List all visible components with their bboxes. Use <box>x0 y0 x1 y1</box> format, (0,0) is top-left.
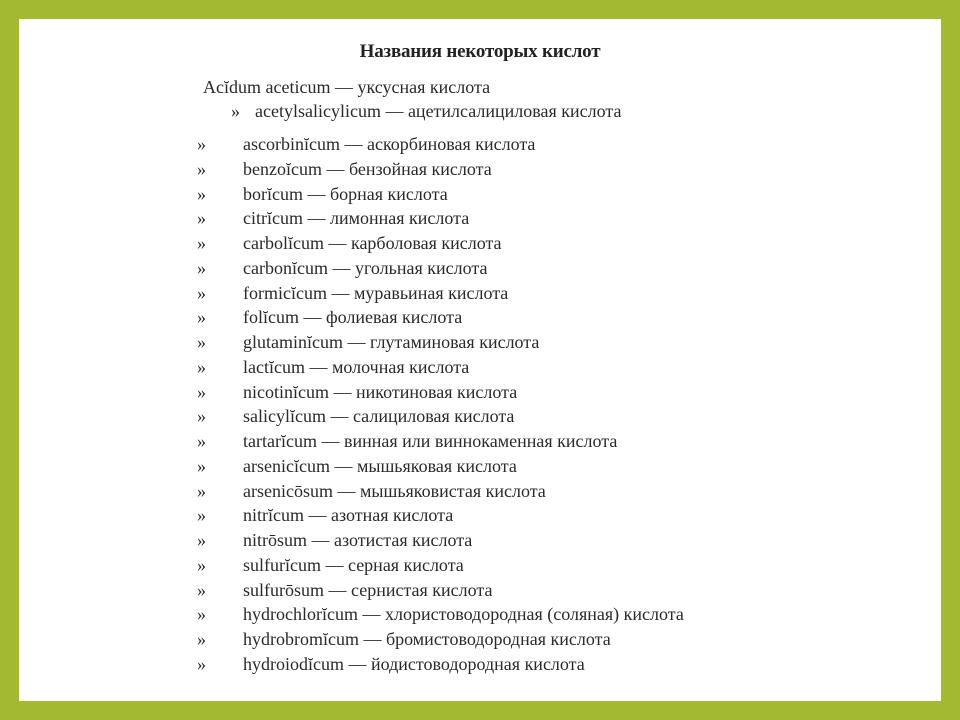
acid-term: glutaminĭcum — глутаминовая кислота <box>243 332 540 352</box>
ditto-mark: » <box>197 604 206 625</box>
acid-term: benzoĭcum — бензойная кислота <box>243 158 492 179</box>
ditto-mark: » <box>197 233 206 253</box>
acid-list-second-line <box>231 101 621 121</box>
ditto-mark: » <box>197 629 206 649</box>
acid-term: lactĭcum — молочная кислота <box>243 356 470 377</box>
ditto-mark: » <box>197 282 206 303</box>
ditto-mark: » <box>197 530 206 550</box>
acid-term: sulfurĭcum — серная кислота <box>243 554 464 575</box>
ditto-mark: » <box>231 101 240 121</box>
acid-term: salicylĭcum — салициловая кислота <box>243 406 515 427</box>
ditto-mark: » <box>197 653 206 674</box>
ditto-mark: » <box>197 579 206 600</box>
acid-term: sulfurōsum — сернистая кислота <box>243 579 493 600</box>
acid-term: acetylsalicylicum — ацетилсалициловая кислота <box>255 101 622 121</box>
ditto-mark: » <box>197 183 206 204</box>
acid-term: folĭcum — фолиевая кислота <box>243 307 463 328</box>
ditto-mark: » <box>197 307 206 328</box>
acid-list-header-line: Acĭdum aceticum — уксусная кислота <box>203 77 491 97</box>
acid-term: citrĭcum — лимонная кислота <box>243 208 470 229</box>
acid-term: ascorbinĭcum — аскорбиновая кислота <box>243 134 536 154</box>
ditto-mark: » <box>197 406 206 427</box>
acid-term: carbolĭcum — карболовая кислота <box>243 233 502 253</box>
acid-term: borĭcum — борная кислота <box>243 183 448 204</box>
ditto-mark: » <box>197 356 206 377</box>
ditto-mark: » <box>197 381 206 402</box>
ditto-mark: » <box>197 332 206 352</box>
acid-term: tartarĭcum — винная или виннокаменная кислота <box>243 431 618 451</box>
acid-term: nitrōsum — азотистая кислота <box>243 530 473 550</box>
acid-term: nicotinĭcum — никотиновая кислота <box>243 381 518 402</box>
ditto-mark: » <box>197 158 206 179</box>
acid-term: nitrĭcum — азотная кислота <box>243 505 454 526</box>
ditto-mark: » <box>197 554 206 575</box>
acid-term: hydroiodĭcum — йодистоводородная кислота <box>243 653 585 674</box>
ditto-mark: » <box>197 505 206 526</box>
ditto-mark: » <box>197 257 206 278</box>
ditto-mark: » <box>197 431 206 451</box>
acid-term: formicĭcum — муравьиная кислота <box>243 282 509 303</box>
ditto-mark: » <box>197 480 206 501</box>
acid-term: carbonĭcum — угольная кислота <box>243 257 488 278</box>
page-title: Названия некоторых кислот <box>359 41 601 62</box>
ditto-mark: » <box>197 134 206 154</box>
ditto-mark: » <box>197 455 206 476</box>
ditto-mark: » <box>197 208 206 229</box>
acid-term: hydrobromĭcum — бромистоводородная кислота <box>243 629 611 649</box>
acid-term: hydrochlorĭcum — хлористоводородная (соляная) кислота <box>243 604 684 625</box>
acid-term: arsenicōsum — мышьяковистая кислота <box>243 480 546 501</box>
acid-term: arsenicĭcum — мышьяковая кислота <box>243 455 517 476</box>
